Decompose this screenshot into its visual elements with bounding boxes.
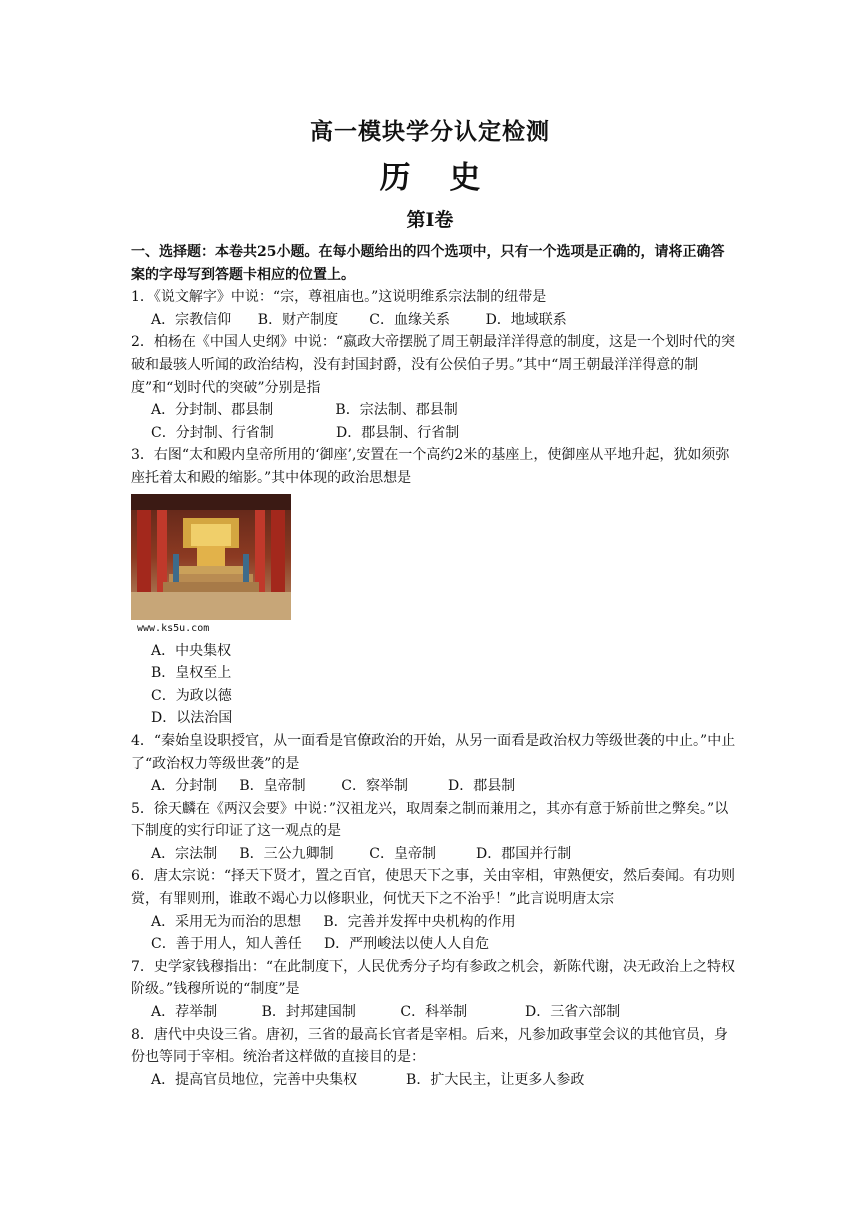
question-8 — [131, 1024, 737, 1092]
question-options: C．分封制、行省制 D．郡县制、行省制 — [151, 424, 460, 441]
question-options: A．宗教信仰 B．财产制度 C．血缘关系 D．地域联系 — [151, 311, 567, 328]
question-options: A．宗法制 B．三公九卿制 C．皇帝制 D．郡国并行制 — [151, 845, 572, 862]
subject-title: 历 史 — [379, 160, 495, 196]
question-3 — [131, 444, 737, 730]
image-credit: www.ks5u.com — [137, 622, 210, 634]
throne-hall-image — [131, 494, 291, 620]
question-options: A．提高官员地位，完善中央集权 B．扩大民主，让更多人参政 — [151, 1071, 585, 1088]
option-b: B．皇权至上 — [151, 665, 232, 682]
question-6 — [131, 865, 737, 955]
question-stem: 7．史学家钱穆指出：“在此制度下，人民优秀分子均有参政之机会，新陈代谢，决无政治上之特权阶级。”钱穆所说的“制度”是 — [131, 958, 736, 998]
part-title: 第Ⅰ卷 — [406, 209, 454, 231]
question-7 — [131, 956, 737, 1024]
exam-title: 高一模块学分认定检测 — [310, 118, 550, 145]
section-instructions: 一、选择题：本卷共25小题。在每小题给出的四个选项中，只有一个选项是正确的，请将正确答案的字母写到答题卡相应的位置上。 — [131, 244, 725, 283]
question-stem: 8．唐代中央设三省。唐初，三省的最高长官者是宰相。后来，凡参加政事堂会议的其他官员，身份也等同于宰相。统治者这样做的直接目的是： — [131, 1026, 728, 1066]
question-options: A．荐举制 B．封邦建国制 C．科举制 D．三省六部制 — [151, 1004, 621, 1021]
question-stem: 6．唐太宗说：“择天下贤才，置之百官，使思天下之事，关由宰相，审熟便安，然后奏闻。有功则赏，有罪则刑，谁敢不竭心力以修职业，何忧天下之不治乎！”此言说明唐太宗 — [131, 868, 736, 908]
option-c: C．为政以德 — [151, 687, 232, 704]
question-stem: 1．《说文解字》中说：“宗，尊祖庙也。”这说明维系宗法制的纽带是 — [131, 289, 547, 306]
option-d: D．以法治国 — [151, 710, 233, 727]
question-1 — [131, 286, 737, 331]
question-stem: 5．徐天麟在《两汉会要》中说：”汉祖龙兴，取周秦之制而兼用之，其亦有意于矫前世之弊矣。”以下制度的实行印证了这一观点的是 — [131, 800, 729, 840]
question-options: A．采用无为而治的思想 B．完善并发挥中央机构的作用 — [151, 913, 516, 930]
question-stem: 2．柏杨在《中国人史纲》中说：“嬴政大帝摆脱了周王朝最洋洋得意的制度，这是一个划时代的突破和最骇人听闻的政治结构，没有封国封爵，没有公侯伯子男。”其中“周王朝最洋洋得意的制度”和“划时代的突破”分别是指 — [131, 334, 736, 396]
question-5 — [131, 798, 737, 866]
question-stem: 4．“秦始皇设职授官，从一面看是官僚政治的开始，从另一面看是政治权力等级世袭的中止。”中止了“政治权力等级世袭”的是 — [131, 732, 736, 772]
throne-photo — [131, 494, 737, 638]
question-stem: 3．右图“太和殿内皇帝所用的‘御座’,安置在一个高约2米的基座上，使御座从平地升起，犹如须弥座托着太和殿的缩影。”其中体现的政治思想是 — [131, 447, 730, 486]
exam-content — [131, 241, 737, 1091]
option-a: A．中央集权 — [151, 642, 232, 659]
question-2 — [131, 331, 737, 444]
question-options: A．分封制、郡县制 B．宗法制、郡县制 — [151, 402, 458, 419]
question-4 — [131, 730, 737, 798]
question-options: C．善于用人，知人善任 D．严刑峻法以使人人自危 — [151, 936, 490, 953]
question-options: A．分封制 B．皇帝制 C．察举制 D．郡县制 — [151, 778, 516, 795]
